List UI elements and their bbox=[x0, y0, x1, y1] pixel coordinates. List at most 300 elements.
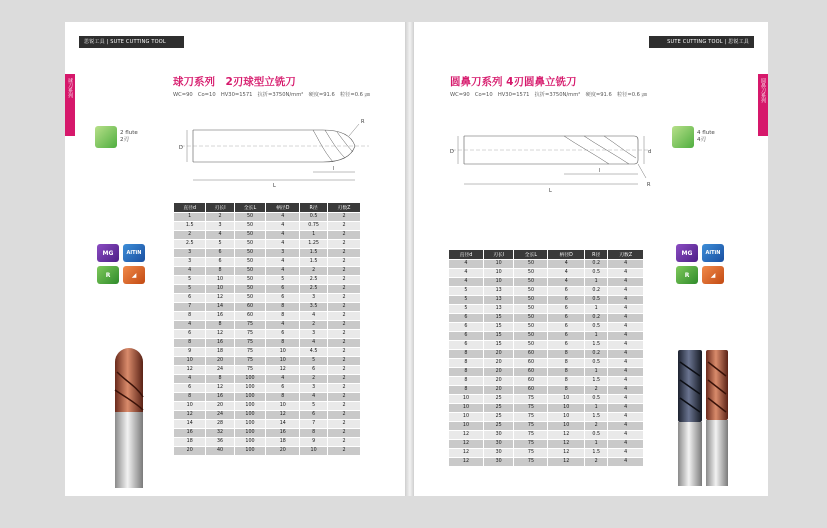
table-cell: 1.5 bbox=[174, 221, 206, 230]
table-cell: 40 bbox=[206, 446, 234, 455]
table-cell: 2 bbox=[300, 266, 328, 275]
table-cell: 12 bbox=[449, 430, 484, 439]
table-cell: 2 bbox=[174, 230, 206, 239]
table-cell: 8 bbox=[174, 311, 206, 320]
table-cell: 12 bbox=[266, 365, 300, 374]
table-cell: 50 bbox=[234, 230, 266, 239]
table-row bbox=[174, 320, 361, 329]
table-cell: 2 bbox=[327, 374, 360, 383]
table-cell: 6 bbox=[266, 293, 300, 302]
table-header-cell: 刃数Z bbox=[327, 203, 360, 213]
table-cell: 50 bbox=[514, 259, 548, 268]
table-cell: 100 bbox=[234, 374, 266, 383]
left-spec-table bbox=[173, 202, 361, 456]
table-cell: 8 bbox=[548, 376, 585, 385]
table-cell: 20 bbox=[483, 349, 514, 358]
table-cell: 50 bbox=[234, 212, 266, 221]
table-cell: 2 bbox=[327, 446, 360, 455]
table-cell: 30 bbox=[483, 439, 514, 448]
table-cell: 16 bbox=[174, 428, 206, 437]
table-row bbox=[449, 430, 644, 439]
table-cell: 4 bbox=[608, 295, 644, 304]
table-header-cell: 刃数Z bbox=[608, 250, 644, 260]
table-row bbox=[449, 421, 644, 430]
table-cell: 75 bbox=[234, 365, 266, 374]
table-cell: 20 bbox=[483, 367, 514, 376]
table-cell: 4 bbox=[608, 313, 644, 322]
table-cell: 4 bbox=[608, 412, 644, 421]
table-cell: 6 bbox=[548, 340, 585, 349]
drawing-label-l-small: l bbox=[333, 166, 335, 172]
table-cell: 25 bbox=[483, 421, 514, 430]
table-cell: 6 bbox=[548, 313, 585, 322]
left-side-tab-label: 球刀系列 bbox=[67, 78, 73, 98]
table-cell: 5 bbox=[266, 275, 300, 284]
table-cell: 50 bbox=[514, 268, 548, 277]
cutting-angle-icon: ◢ bbox=[702, 266, 724, 284]
table-cell: 30 bbox=[483, 457, 514, 466]
table-cell: 12 bbox=[206, 293, 234, 302]
table-cell: 75 bbox=[514, 439, 548, 448]
right-spec-table bbox=[448, 249, 644, 467]
table-cell: 16 bbox=[206, 338, 234, 347]
table-cell: 30 bbox=[483, 448, 514, 457]
table-row bbox=[449, 448, 644, 457]
table-cell: 60 bbox=[234, 311, 266, 320]
table-row bbox=[449, 322, 644, 331]
table-cell: 15 bbox=[483, 313, 514, 322]
table-row bbox=[449, 286, 644, 295]
table-cell: 20 bbox=[266, 446, 300, 455]
table-cell: 4 bbox=[608, 385, 644, 394]
table-cell: 50 bbox=[514, 340, 548, 349]
table-row bbox=[174, 221, 361, 230]
table-header-cell: R径 bbox=[585, 250, 608, 260]
table-cell: 50 bbox=[514, 304, 548, 313]
table-cell: 4 bbox=[266, 320, 300, 329]
table-cell: 1 bbox=[174, 212, 206, 221]
table-row bbox=[174, 329, 361, 338]
table-cell: 28 bbox=[206, 419, 234, 428]
table-cell: 2.5 bbox=[174, 239, 206, 248]
table-cell: 4 bbox=[608, 304, 644, 313]
table-cell: 1 bbox=[585, 331, 608, 340]
table-cell: 1 bbox=[585, 277, 608, 286]
table-cell: 4 bbox=[608, 349, 644, 358]
table-cell: 6 bbox=[449, 340, 484, 349]
table-cell: 16 bbox=[206, 392, 234, 401]
table-cell: 6 bbox=[300, 410, 328, 419]
table-cell: 1.5 bbox=[300, 257, 328, 266]
table-cell: 9 bbox=[174, 347, 206, 356]
table-cell: 10 bbox=[266, 356, 300, 365]
table-cell: 2 bbox=[327, 428, 360, 437]
table-row bbox=[174, 311, 361, 320]
table-row bbox=[174, 284, 361, 293]
table-cell: 50 bbox=[234, 248, 266, 257]
table-cell: 75 bbox=[514, 412, 548, 421]
table-cell: 4 bbox=[608, 259, 644, 268]
table-cell: 2.5 bbox=[300, 275, 328, 284]
table-cell: 12 bbox=[548, 430, 585, 439]
table-cell: 0.5 bbox=[300, 212, 328, 221]
table-cell: 4 bbox=[266, 239, 300, 248]
table-cell: 2 bbox=[327, 257, 360, 266]
flute-label: 2 flute bbox=[120, 130, 138, 136]
table-cell: 4 bbox=[266, 230, 300, 239]
table-cell: 0.5 bbox=[585, 358, 608, 367]
table-cell: 6 bbox=[449, 313, 484, 322]
table-cell: 100 bbox=[234, 410, 266, 419]
table-cell: 6 bbox=[449, 322, 484, 331]
table-cell: 4 bbox=[608, 331, 644, 340]
table-row bbox=[449, 439, 644, 448]
table-cell: 6 bbox=[548, 331, 585, 340]
drawing-label-l-big: L bbox=[549, 188, 552, 194]
table-cell: 36 bbox=[206, 437, 234, 446]
table-cell: 50 bbox=[514, 313, 548, 322]
table-cell: 2 bbox=[327, 221, 360, 230]
table-row bbox=[174, 239, 361, 248]
right-spec-line: WC=90 Co=10 HV30=1571 抗折=3750N/mm² 硬度=91.6 粒径=0.6 ㎛ bbox=[450, 92, 647, 98]
table-cell: 20 bbox=[483, 376, 514, 385]
table-cell: 4 bbox=[300, 311, 328, 320]
table-header-cell: 刃长l bbox=[483, 250, 514, 260]
table-cell: 0.5 bbox=[585, 268, 608, 277]
table-cell: 0.2 bbox=[585, 313, 608, 322]
table-cell: 75 bbox=[514, 421, 548, 430]
drawing-label-l-small: l bbox=[599, 168, 601, 174]
table-row bbox=[174, 419, 361, 428]
table-cell: 1.25 bbox=[300, 239, 328, 248]
table-cell: 12 bbox=[449, 439, 484, 448]
table-cell: 20 bbox=[206, 401, 234, 410]
table-cell: 25 bbox=[483, 412, 514, 421]
mg-badge: MG bbox=[97, 244, 119, 262]
left-flute-badge bbox=[95, 126, 138, 148]
table-cell: 8 bbox=[449, 349, 484, 358]
table-cell: 3 bbox=[300, 329, 328, 338]
table-cell: 5 bbox=[449, 295, 484, 304]
table-cell: 5 bbox=[206, 239, 234, 248]
table-row bbox=[174, 374, 361, 383]
table-cell: 2 bbox=[327, 293, 360, 302]
table-cell: 5 bbox=[174, 284, 206, 293]
table-row bbox=[449, 304, 644, 313]
table-cell: 2 bbox=[327, 383, 360, 392]
table-cell: 16 bbox=[266, 428, 300, 437]
table-cell: 8 bbox=[449, 385, 484, 394]
table-cell: 100 bbox=[234, 419, 266, 428]
corner-radius-end-mill-drawing bbox=[444, 110, 664, 200]
table-cell: 2 bbox=[327, 338, 360, 347]
table-cell: 6 bbox=[548, 295, 585, 304]
table-cell: 6 bbox=[548, 286, 585, 295]
table-row bbox=[449, 376, 644, 385]
table-cell: 3 bbox=[174, 257, 206, 266]
right-side-tab bbox=[758, 74, 768, 136]
table-cell: 1 bbox=[585, 403, 608, 412]
table-cell: 18 bbox=[206, 347, 234, 356]
table-cell: 8 bbox=[548, 349, 585, 358]
table-header-cell: 柄径D bbox=[266, 203, 300, 213]
table-cell: 50 bbox=[234, 257, 266, 266]
table-row bbox=[174, 302, 361, 311]
table-cell: 20 bbox=[483, 385, 514, 394]
table-cell: 50 bbox=[234, 266, 266, 275]
flute-icon bbox=[672, 126, 694, 148]
table-cell: 8 bbox=[174, 338, 206, 347]
table-cell: 4 bbox=[548, 277, 585, 286]
table-cell: 50 bbox=[514, 277, 548, 286]
table-cell: 50 bbox=[514, 322, 548, 331]
table-cell: 10 bbox=[300, 446, 328, 455]
table-cell: 4 bbox=[449, 268, 484, 277]
table-cell: 0.2 bbox=[585, 259, 608, 268]
table-cell: 10 bbox=[206, 275, 234, 284]
table-cell: 100 bbox=[234, 392, 266, 401]
table-cell: 14 bbox=[266, 419, 300, 428]
table-cell: 0.5 bbox=[585, 295, 608, 304]
table-row bbox=[449, 331, 644, 340]
drawing-label-d: D bbox=[179, 145, 183, 151]
table-cell: 8 bbox=[548, 385, 585, 394]
table-cell: 2 bbox=[327, 248, 360, 257]
table-cell: 13 bbox=[483, 295, 514, 304]
table-cell: 12 bbox=[548, 448, 585, 457]
table-cell: 25 bbox=[483, 403, 514, 412]
table-cell: 2 bbox=[327, 392, 360, 401]
flute-label-cn: 4刃 bbox=[697, 137, 706, 143]
table-row bbox=[174, 266, 361, 275]
table-cell: 4 bbox=[300, 392, 328, 401]
drawing-label-l-big: L bbox=[273, 183, 276, 189]
table-row bbox=[174, 428, 361, 437]
ball-end-mill-photo bbox=[109, 342, 149, 492]
right-page-title: 圆鼻刀系列 4刃圆鼻立铣刀 bbox=[450, 76, 577, 88]
table-cell: 0.75 bbox=[300, 221, 328, 230]
table-cell: 13 bbox=[483, 286, 514, 295]
table-cell: 14 bbox=[174, 419, 206, 428]
table-cell: 12 bbox=[206, 329, 234, 338]
table-cell: 4 bbox=[608, 358, 644, 367]
drawing-label-r: R bbox=[647, 182, 651, 188]
radius-icon: R bbox=[97, 266, 119, 284]
table-row bbox=[174, 401, 361, 410]
table-cell: 75 bbox=[514, 430, 548, 439]
table-cell: 75 bbox=[234, 356, 266, 365]
ball-end-mill-drawing bbox=[173, 110, 383, 190]
table-cell: 75 bbox=[234, 329, 266, 338]
table-cell: 75 bbox=[514, 403, 548, 412]
table-row bbox=[449, 277, 644, 286]
table-cell: 75 bbox=[234, 320, 266, 329]
table-cell: 50 bbox=[514, 331, 548, 340]
table-row bbox=[449, 295, 644, 304]
table-cell: 20 bbox=[206, 356, 234, 365]
table-cell: 1 bbox=[585, 304, 608, 313]
table-cell: 12 bbox=[174, 410, 206, 419]
table-cell: 4 bbox=[300, 338, 328, 347]
table-header-cell: 刃长l bbox=[206, 203, 234, 213]
table-cell: 75 bbox=[514, 394, 548, 403]
table-cell: 50 bbox=[234, 221, 266, 230]
table-row bbox=[449, 394, 644, 403]
flute-icon bbox=[95, 126, 117, 148]
altin-badge: AlTiN bbox=[702, 244, 724, 262]
table-cell: 2.5 bbox=[300, 284, 328, 293]
table-cell: 2 bbox=[327, 266, 360, 275]
table-cell: 10 bbox=[206, 284, 234, 293]
right-side-tab-label: 圆鼻刀系列 bbox=[760, 78, 766, 103]
table-cell: 12 bbox=[449, 448, 484, 457]
table-cell: 10 bbox=[548, 421, 585, 430]
table-row bbox=[174, 356, 361, 365]
table-row bbox=[449, 259, 644, 268]
table-cell: 50 bbox=[514, 286, 548, 295]
table-cell: 100 bbox=[234, 383, 266, 392]
table-row bbox=[174, 446, 361, 455]
table-cell: 2 bbox=[327, 320, 360, 329]
table-cell: 4 bbox=[174, 266, 206, 275]
table-cell: 1 bbox=[300, 230, 328, 239]
table-cell: 2 bbox=[327, 239, 360, 248]
table-cell: 8 bbox=[449, 367, 484, 376]
table-cell: 4 bbox=[608, 268, 644, 277]
table-cell: 4 bbox=[608, 394, 644, 403]
table-cell: 1.5 bbox=[300, 248, 328, 257]
table-cell: 0.5 bbox=[585, 394, 608, 403]
corner-radius-end-mill-photo bbox=[676, 342, 736, 492]
table-cell: 50 bbox=[234, 293, 266, 302]
table-cell: 6 bbox=[174, 383, 206, 392]
table-row bbox=[449, 313, 644, 322]
table-cell: 6 bbox=[548, 304, 585, 313]
table-cell: 8 bbox=[449, 376, 484, 385]
left-page-title: 球刀系列 2刃球型立铣刀 bbox=[173, 76, 296, 88]
table-cell: 4 bbox=[608, 340, 644, 349]
table-cell: 4 bbox=[608, 286, 644, 295]
table-cell: 4 bbox=[548, 259, 585, 268]
table-cell: 12 bbox=[449, 457, 484, 466]
table-cell: 8 bbox=[548, 358, 585, 367]
table-cell: 2 bbox=[300, 320, 328, 329]
table-cell: 3 bbox=[206, 221, 234, 230]
table-cell: 2 bbox=[327, 401, 360, 410]
table-header-cell: 全长L bbox=[234, 203, 266, 213]
table-header-cell: 直径d bbox=[449, 250, 484, 260]
drawing-label-d-big: D bbox=[450, 149, 454, 155]
table-cell: 0.5 bbox=[585, 430, 608, 439]
table-cell: 24 bbox=[206, 365, 234, 374]
table-cell: 32 bbox=[206, 428, 234, 437]
left-spec-line: WC=90 Co=10 HV30=1571 抗折=3750N/mm² 硬度=91.6 粒径=0.6 ㎛ bbox=[173, 92, 370, 98]
table-cell: 4 bbox=[206, 230, 234, 239]
table-header-cell: 柄径D bbox=[548, 250, 585, 260]
left-badge-grid bbox=[97, 244, 145, 284]
table-row bbox=[449, 412, 644, 421]
table-cell: 8 bbox=[266, 302, 300, 311]
table-cell: 2 bbox=[206, 212, 234, 221]
table-cell: 2 bbox=[327, 284, 360, 293]
flute-label: 4 flute bbox=[697, 130, 715, 136]
table-cell: 4 bbox=[608, 376, 644, 385]
table-cell: 5 bbox=[300, 401, 328, 410]
table-header-cell: R径 bbox=[300, 203, 328, 213]
table-cell: 10 bbox=[548, 412, 585, 421]
table-cell: 60 bbox=[234, 302, 266, 311]
table-cell: 12 bbox=[266, 410, 300, 419]
table-cell: 6 bbox=[206, 248, 234, 257]
drawing-label-r: R bbox=[361, 119, 365, 125]
table-cell: 100 bbox=[234, 401, 266, 410]
table-header-cell: 全长L bbox=[514, 250, 548, 260]
table-cell: 2 bbox=[327, 419, 360, 428]
drawing-label-d-small: d bbox=[648, 149, 652, 155]
table-cell: 1 bbox=[585, 367, 608, 376]
table-cell: 50 bbox=[234, 275, 266, 284]
table-cell: 60 bbox=[514, 349, 548, 358]
table-cell: 10 bbox=[548, 394, 585, 403]
table-cell: 2 bbox=[327, 410, 360, 419]
table-cell: 20 bbox=[483, 358, 514, 367]
table-cell: 2 bbox=[327, 347, 360, 356]
table-cell: 4 bbox=[608, 277, 644, 286]
table-cell: 10 bbox=[548, 403, 585, 412]
right-badge-grid bbox=[676, 244, 724, 284]
table-cell: 75 bbox=[514, 448, 548, 457]
table-cell: 4 bbox=[266, 257, 300, 266]
table-cell: 7 bbox=[174, 302, 206, 311]
table-cell: 10 bbox=[266, 401, 300, 410]
table-cell: 10 bbox=[266, 347, 300, 356]
table-cell: 6 bbox=[266, 284, 300, 293]
table-cell: 60 bbox=[514, 367, 548, 376]
table-cell: 10 bbox=[483, 268, 514, 277]
table-cell: 2 bbox=[327, 437, 360, 446]
table-cell: 4 bbox=[608, 367, 644, 376]
table-cell: 15 bbox=[483, 322, 514, 331]
table-row bbox=[449, 340, 644, 349]
left-header-bar: 思锐工具 | SUTE CUTTING TOOL bbox=[79, 36, 184, 48]
table-cell: 1.5 bbox=[585, 340, 608, 349]
table-cell: 10 bbox=[449, 403, 484, 412]
table-cell: 4 bbox=[608, 430, 644, 439]
table-cell: 4 bbox=[266, 266, 300, 275]
table-cell: 6 bbox=[174, 329, 206, 338]
table-cell: 6 bbox=[266, 329, 300, 338]
table-cell: 3 bbox=[300, 293, 328, 302]
table-cell: 4 bbox=[608, 421, 644, 430]
table-cell: 2 bbox=[327, 212, 360, 221]
table-cell: 4 bbox=[608, 439, 644, 448]
table-row bbox=[449, 385, 644, 394]
left-side-tab bbox=[65, 74, 75, 136]
table-cell: 12 bbox=[174, 365, 206, 374]
table-row bbox=[174, 392, 361, 401]
table-cell: 2 bbox=[327, 230, 360, 239]
table-cell: 10 bbox=[483, 277, 514, 286]
table-cell: 10 bbox=[449, 412, 484, 421]
table-row bbox=[449, 358, 644, 367]
table-cell: 60 bbox=[514, 385, 548, 394]
table-cell: 1.5 bbox=[585, 412, 608, 421]
right-flute-badge bbox=[672, 126, 715, 148]
table-cell: 1 bbox=[585, 439, 608, 448]
table-cell: 75 bbox=[234, 347, 266, 356]
table-cell: 2 bbox=[327, 275, 360, 284]
table-cell: 6 bbox=[266, 383, 300, 392]
